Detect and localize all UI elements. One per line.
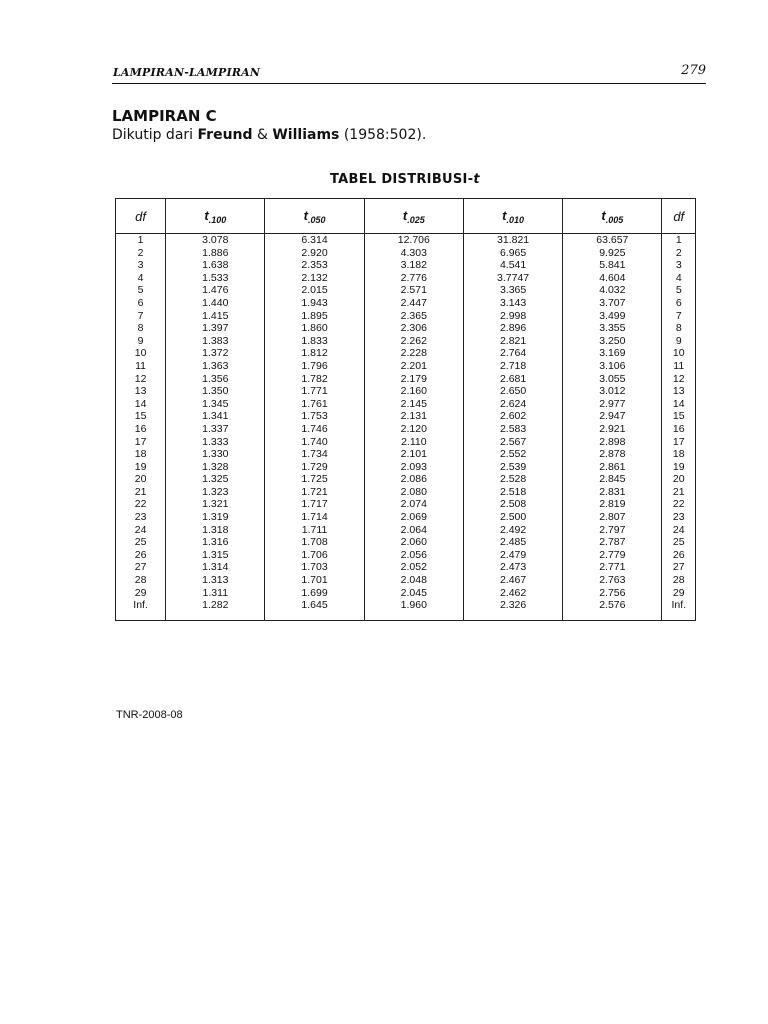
table-cell-value: 29 [134,586,147,599]
table-cell-value: 1.703 [301,561,328,574]
value-cell [265,549,364,620]
table-header-row [116,199,696,234]
t-letter: t [601,207,606,223]
table-cell-value: 2.160 [400,385,427,398]
table-cell-value: 3.355 [599,322,626,335]
table-cell-value: 2.624 [499,397,527,410]
table-cell-value: 2.998 [499,309,527,322]
table-cell-value: Inf. [671,599,687,612]
table-cell-value: 2.462 [499,586,527,599]
table-cell-value: 2.060 [400,536,427,549]
table-cell-value: 21 [672,485,685,498]
value-cell [364,549,463,620]
table-cell-value: 2.447 [400,296,427,309]
author-freund: Freund [197,127,253,143]
value-cell [563,234,662,297]
table-cell-value: 13 [134,385,147,398]
table-cell-value: 21 [134,485,147,498]
value-cell [166,423,265,486]
table-cell-value: 22 [672,498,685,511]
t-letter: t [204,207,209,223]
table-cell-value: 3 [675,259,682,272]
table-cell-value: 1.313 [202,574,229,587]
table-cell-value: 2.110 [401,435,427,448]
table-cell-value: 2.583 [499,422,527,435]
table-cell-value: 1.282 [202,599,229,612]
table-cell-value: 2.763 [599,574,626,587]
header-rule [112,83,706,84]
table-cell-value: 2.074 [400,498,427,511]
df-cell-left [116,360,166,423]
table-cell-value: 1.638 [202,259,229,272]
table-cell-value: 4 [675,271,682,284]
t-subscript: .025 [407,214,425,225]
df-cell-left [116,297,166,360]
table-cell-value: 3.012 [599,385,626,398]
table-cell-value: 3 [137,259,144,272]
df-cell-left [116,549,166,620]
table-cell-value: 23 [672,511,685,524]
table-cell-value: 2.567 [499,435,527,448]
table-cell-value: 23 [134,511,147,524]
table-cell-value: 1.315 [202,548,229,561]
table-cell-value: 28 [134,574,147,587]
table-cell-value: 2.492 [499,523,527,536]
table-cell-value: 2.500 [499,511,527,524]
table-cell-value: 2.326 [499,599,527,612]
table-cell-value: 2.064 [400,523,427,536]
table-cell-value: 2.093 [400,460,427,473]
table-cell-value: 1.746 [301,422,328,435]
table-cell-value: 9 [675,334,682,347]
table-cell-value: 1.330 [202,448,229,461]
value-cell [364,360,463,423]
table-cell-value: 1.397 [202,322,229,335]
source-prefix: Dikutip dari [112,127,198,143]
table-cell-value: 7 [137,309,144,322]
table-cell-value: 1.717 [301,498,328,511]
table-cell-value: 15 [672,410,685,423]
table-cell-value: 2.602 [499,410,527,423]
table-cell-value: 1.886 [202,246,229,259]
table-cell-value: 6 [137,296,144,309]
table-cell-value: 14 [672,397,685,410]
t-letter: t [502,207,507,223]
table-cell-value: 63.657 [596,234,629,246]
table-cell-value: 1.440 [202,296,229,309]
table-cell-value: 1.729 [301,460,328,473]
table-cell-value: 1.318 [202,523,229,536]
table-cell-value: 5 [675,284,682,297]
table-cell-value: 2.861 [599,460,626,473]
table-cell-value: 1.701 [301,574,328,587]
table-cell-value: 1.415 [202,309,229,322]
table-cell-value: 2.821 [499,334,527,347]
value-cell [265,234,364,297]
table-cell-value: 26 [134,548,147,561]
table-cell-value: 1.833 [301,334,328,347]
table-cell-value: 1.860 [301,322,328,335]
table-cell-value: 2.807 [599,511,626,524]
table-cell-value: 2.571 [400,284,427,297]
table-cell-value: 9 [137,334,144,347]
value-cell [364,297,463,360]
table-cell-value: 24 [134,523,147,536]
table-cell-value: 1.771 [301,385,328,398]
df-cell-right [662,486,696,549]
table-cell-value: 2.479 [499,548,527,561]
df-cell-right [662,549,696,620]
df-cell-right [662,423,696,486]
table-title [330,172,480,187]
table-cell-value: 29 [672,586,685,599]
page-number: 279 [681,63,706,78]
value-cell [463,297,562,360]
table-cell-value: 1.711 [301,523,328,536]
value-cell [463,549,562,620]
table-cell-value: 3.055 [599,372,626,385]
table-cell-value: 2.473 [499,561,527,574]
value-cell [463,234,562,297]
table-cell-value: 2.365 [400,309,427,322]
document-code: TNR-2008-08 [116,709,183,721]
table-cell-value: 1.714 [301,511,328,524]
table-cell-value: 2.306 [400,322,427,335]
t-subscript: .010 [506,214,525,225]
table-cell-value: 1.328 [202,460,229,473]
table-cell-value: 1.321 [202,498,229,511]
table-cell-value: 17 [672,435,685,448]
t-subscript: .005 [605,214,624,225]
value-cell [364,486,463,549]
header-df-left: df [116,199,166,234]
author-williams: Williams [272,127,340,143]
table-cell-value: 16 [134,422,147,435]
table-cell-value: 1.341 [202,410,229,423]
value-cell [463,486,562,549]
table-cell-value: 1.316 [202,536,229,549]
table-cell-value: 1.782 [301,372,328,385]
table-cell-value: 10 [134,347,147,360]
table-cell-value: 19 [672,460,685,473]
table-row-group [116,297,696,360]
table-cell-value: 2 [675,246,682,259]
table-cell-value: 2.528 [499,473,527,486]
table-cell-value: 3.7747 [497,271,530,284]
table-cell-value: 2.145 [400,397,427,410]
table-cell-value: 2.353 [301,259,328,272]
df-cell-right [662,297,696,360]
table-cell-value: 2.920 [301,246,328,259]
table-cell-value: 3.169 [599,347,626,360]
table-cell-value: 2.797 [599,523,626,536]
running-head: LAMPIRAN-LAMPIRAN [113,66,261,79]
table-cell-value: 1.372 [202,347,229,360]
value-cell [563,360,662,423]
table-cell-value: 1.645 [301,599,328,612]
table-cell-value: 24 [672,523,685,536]
table-cell-value: 2 [137,246,144,259]
table-cell-value: 2.086 [400,473,427,486]
table-cell-value: 2.896 [499,322,527,335]
table-cell-value: 3.078 [202,234,229,246]
table-cell-value: 2.048 [400,574,427,587]
table-cell-value: 1.323 [202,485,229,498]
table-cell-value: 3.143 [499,296,527,309]
table-cell-value: 3.182 [400,259,427,272]
table-cell-value: 1.895 [301,309,328,322]
table-cell-value: 1.699 [301,586,328,599]
t-distribution-table [115,198,696,621]
table-cell-value: 13 [672,385,685,398]
table-cell-value: 1.721 [301,485,328,498]
table-cell-value: 1.333 [202,435,229,448]
table-cell-value: 2.131 [400,410,427,423]
table-cell-value: 1.356 [202,372,229,385]
table-cell-value: 8 [675,322,682,335]
table-cell-value: 17 [134,435,147,448]
t-letter: t [303,207,308,223]
table-cell-value: 2.779 [599,548,626,561]
table-cell-value: 1.706 [301,548,328,561]
table-cell-value: 1.725 [301,473,328,486]
table-cell-value: 2.898 [599,435,626,448]
table-cell-value: 3.499 [599,309,626,322]
table-row-group [116,360,696,423]
table-cell-value: 1.812 [301,347,328,360]
table-cell-value: 3.106 [599,359,626,372]
table-cell-value: 2.756 [599,586,626,599]
table-cell-value: 11 [673,359,685,372]
table-cell-value: 1 [137,234,144,246]
table-cell-value: 1.960 [400,599,427,612]
table-cell-value: 16 [672,422,685,435]
table-cell-value: 1.740 [301,435,328,448]
table-cell-value: 20 [672,473,685,486]
table-cell-value: 4 [137,271,144,284]
table-cell-value: 12.706 [397,234,430,246]
value-cell [463,423,562,486]
table-cell-value: 3.365 [499,284,527,297]
table-cell-value: 2.132 [301,271,328,284]
table-cell-value: 2.539 [499,460,527,473]
value-cell [563,297,662,360]
appendix-title: LAMPIRAN C [112,107,217,125]
table-cell-value: 31.821 [497,234,530,246]
table-cell-value: 12 [134,372,147,385]
table-cell-value: 22 [134,498,147,511]
table-cell-value: 2.787 [599,536,626,549]
table-cell-value: 2.831 [599,485,626,498]
table-cell-value: 15 [134,410,147,423]
table-cell-value: 8 [137,322,144,335]
t-letter: t [402,207,408,223]
table-cell-value: 1.476 [202,284,229,297]
df-cell-left [116,423,166,486]
value-cell [563,549,662,620]
table-cell-value: 6.965 [499,246,527,259]
value-cell [364,234,463,297]
table-cell-value: 6 [675,296,682,309]
value-cell [265,297,364,360]
table-cell-value: Inf. [133,599,148,612]
table-cell-value: 20 [134,473,147,486]
table-cell-value: 4.541 [499,259,527,272]
table-cell-value: 1 [675,234,682,246]
table-cell-value: 3.250 [599,334,626,347]
table-cell-value: 2.845 [599,473,626,486]
table-cell-value: 2.771 [599,561,626,574]
table-cell-value: 1.311 [202,586,229,599]
table-row-group [116,423,696,486]
table-cell-value: 1.337 [202,422,229,435]
header-t-100 [166,199,265,234]
t-subscript: .050 [307,214,326,225]
value-cell [265,360,364,423]
table-cell-value: 1.319 [202,511,229,524]
value-cell [166,234,265,297]
value-cell [166,549,265,620]
table-cell-value: 2.718 [499,359,527,372]
header-t-005 [563,199,662,234]
value-cell [364,423,463,486]
ampersand: & [252,127,273,143]
table-cell-value: 1.796 [301,359,328,372]
value-cell [463,360,562,423]
table-cell-value: 1.761 [301,397,328,410]
value-cell [265,486,364,549]
table-cell-value: 2.056 [400,548,427,561]
table-cell-value: 5.841 [599,259,626,272]
table-cell-value: 5 [137,284,144,297]
table-cell-value: 14 [134,397,147,410]
value-cell [166,486,265,549]
value-cell [563,423,662,486]
table-cell-value: 2.508 [499,498,527,511]
header-t-025 [364,199,463,234]
table-cell-value: 18 [134,448,147,461]
table-cell-value: 2.947 [599,410,626,423]
table-cell-value: 2.576 [599,599,626,612]
table-cell-value: 4.604 [599,271,626,284]
table-row-group [116,549,696,620]
table-cell-value: 1.533 [202,271,229,284]
table-cell-value: 2.120 [400,422,427,435]
df-cell-left [116,234,166,297]
table-cell-value: 27 [672,561,685,574]
df-cell-left [116,486,166,549]
table-cell-value: 1.734 [301,448,328,461]
table-cell-value: 2.179 [400,372,427,385]
value-cell [563,486,662,549]
table-cell-value: 26 [672,548,685,561]
df-cell-right [662,234,696,297]
table-cell-value: 2.467 [499,574,527,587]
table-cell-value: 2.650 [499,385,527,398]
header-t-050 [265,199,364,234]
table-cell-value: 25 [134,536,147,549]
table-cell-value: 1.345 [202,397,229,410]
table-cell-value: 1.325 [202,473,229,486]
table-cell-value: 2.069 [400,511,427,524]
table-title-text: TABEL DISTRIBUSI- [330,172,474,187]
table-cell-value: 4.032 [599,284,626,297]
table-cell-value: 9.925 [599,246,626,259]
header-df-right: df [662,199,696,234]
t-subscript: .100 [208,214,227,225]
table-cell-value: 2.977 [599,397,626,410]
table-cell-value: 2.201 [400,359,427,372]
table-cell-value: 2.764 [499,347,527,360]
table-cell-value: 2.878 [599,448,626,461]
table-cell-value: 11 [135,359,147,372]
table-cell-value: 25 [672,536,685,549]
df-cell-right [662,360,696,423]
table-cell-value: 7 [675,309,682,322]
table-cell-value: 2.921 [599,422,626,435]
table-cell-value: 2.015 [301,284,328,297]
table-title-letter: t [473,172,480,187]
citation-year: (1958:502). [339,127,427,143]
table-cell-value: 2.518 [499,485,527,498]
source-citation [112,127,426,143]
table-cell-value: 2.228 [400,347,427,360]
table-cell-value: 1.314 [202,561,229,574]
table-cell-value: 28 [672,574,685,587]
table-cell-value: 2.052 [400,561,427,574]
table-cell-value: 3.707 [599,296,626,309]
table-cell-value: 2.485 [499,536,527,549]
table-cell-value: 2.776 [400,271,427,284]
table-cell-value: 10 [672,347,685,360]
table-row-group [116,234,696,297]
table-cell-value: 2.101 [400,448,427,461]
table-cell-value: 1.708 [301,536,328,549]
table-cell-value: 2.045 [400,586,427,599]
table-cell-value: 4.303 [400,246,427,259]
table-row-group [116,486,696,549]
table-cell-value: 12 [672,372,685,385]
table-cell-value: 1.350 [202,385,229,398]
table-cell-value: 19 [134,460,147,473]
table-cell-value: 27 [134,561,147,574]
table-cell-value: 2.262 [400,334,427,347]
table-cell-value: 2.681 [499,372,527,385]
table-cell-value: 6.314 [301,234,328,246]
table-cell-value: 2.080 [400,485,427,498]
value-cell [166,297,265,360]
header-t-010 [463,199,562,234]
table-cell-value: 1.383 [202,334,229,347]
value-cell [166,360,265,423]
table-cell-value: 18 [672,448,685,461]
table-cell-value: 2.819 [599,498,626,511]
table-cell-value: 1.943 [301,296,328,309]
table-cell-value: 2.552 [499,448,527,461]
table-cell-value: 1.363 [202,359,229,372]
table-cell-value: 1.753 [301,410,328,423]
value-cell [265,423,364,486]
